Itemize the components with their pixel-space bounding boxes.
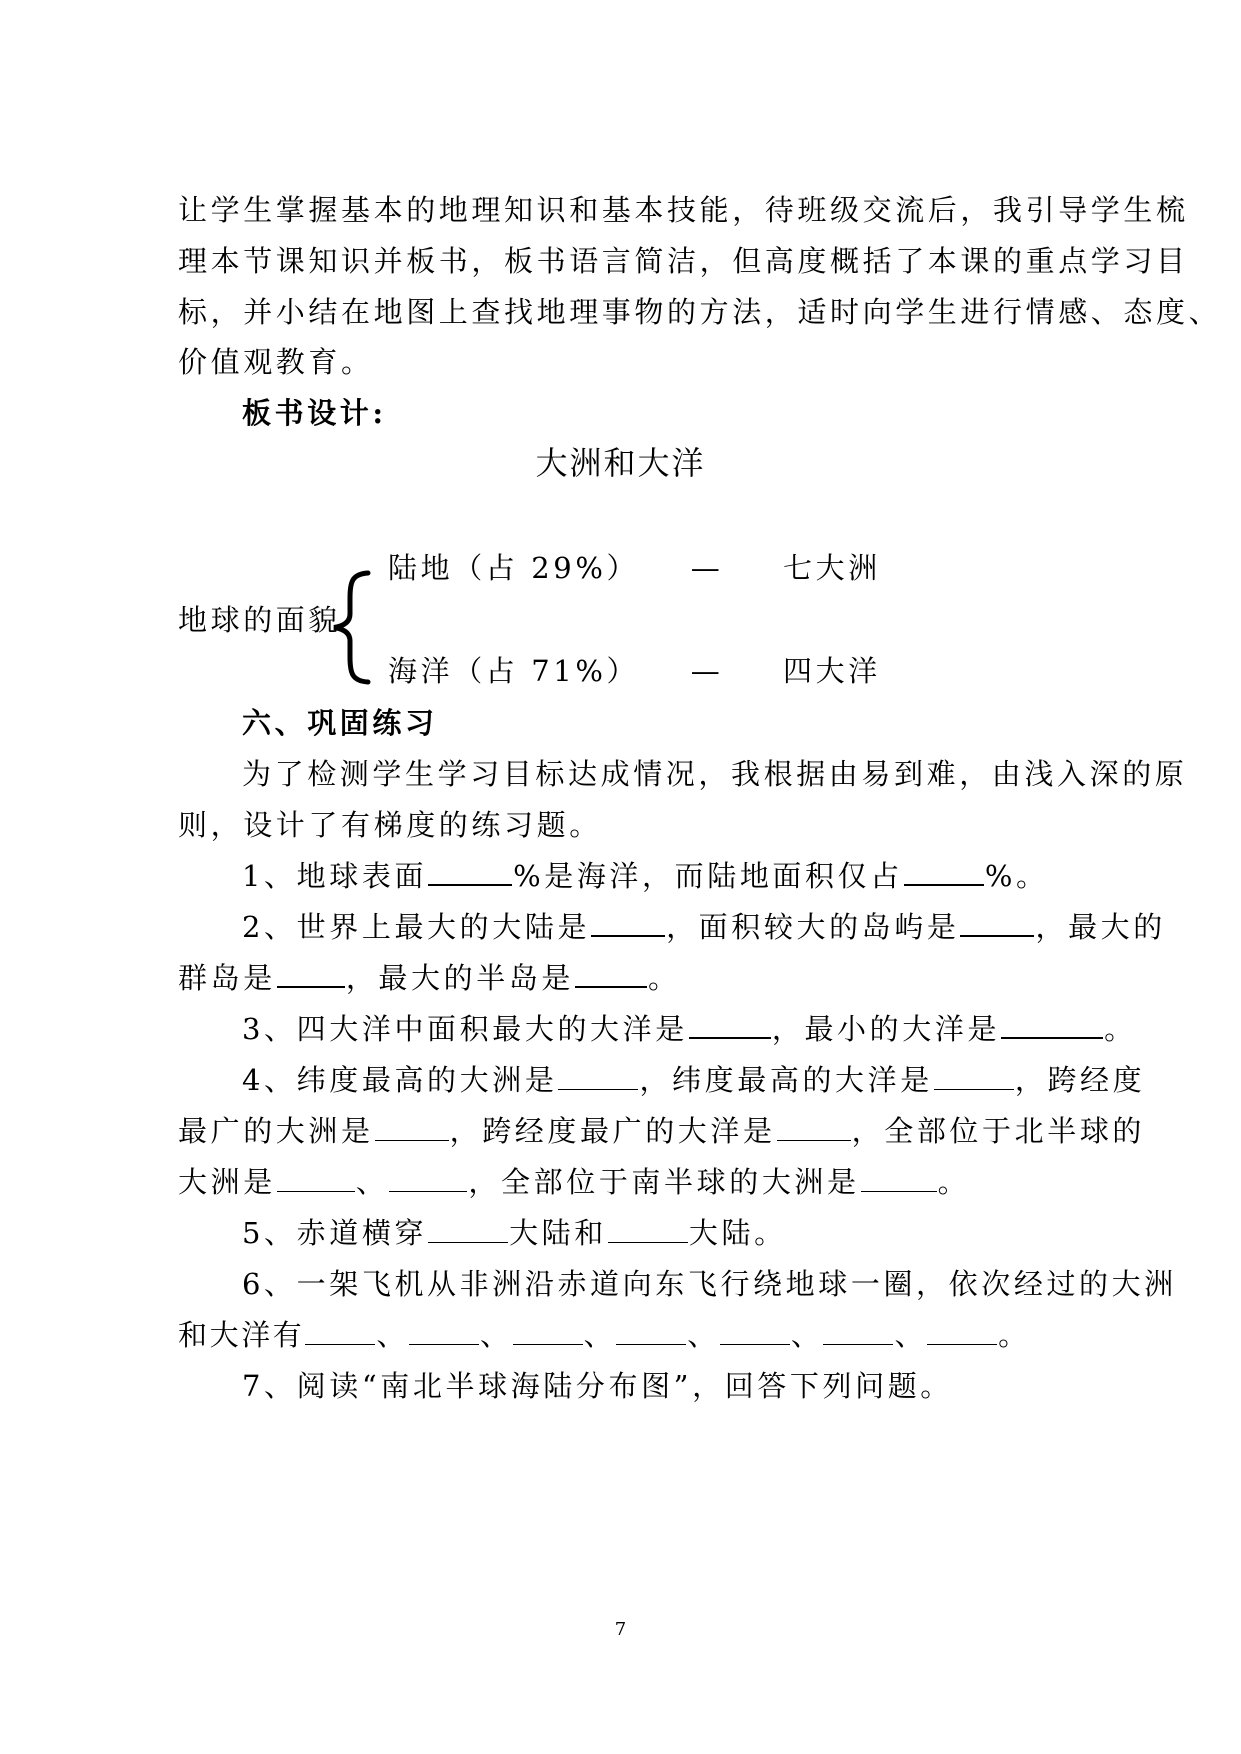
intro-line-2: 理本节课知识并板书，板书语言简洁，但高度概括了本课的重点学习目 [178,244,1189,278]
answer-blank[interactable] [575,958,647,988]
board-ocean-label: 海洋（占 71%） [388,654,640,688]
question-4-line-3 [178,1162,1078,1202]
answer-blank[interactable] [591,907,665,937]
q3-text-a: 3、四大洋中面积最大的大洋是 [242,1012,688,1046]
q2-text-c: ，最大的 [1035,910,1166,944]
answer-blank[interactable] [389,1163,467,1192]
answer-blank[interactable] [777,1112,851,1141]
answer-blank[interactable] [1001,1009,1103,1039]
answer-blank[interactable] [904,856,984,886]
q5-text-a: 5、赤道横穿 [242,1216,428,1250]
q4-text-j: 。 [937,1165,971,1199]
question-6-line-2 [178,1315,1078,1355]
q2-text-d: 群岛是 [178,961,276,995]
q6-text-end: 。 [998,1318,1030,1352]
question-6-line-1: 6、一架飞机从非洲沿赤道向东飞行绕地球一圈，依次经过的大洲 [242,1267,1177,1301]
question-4-line-2 [178,1111,1146,1151]
section-intro-line-2: 则，设计了有梯度的练习题。 [178,808,602,842]
answer-blank[interactable] [513,1316,583,1345]
separator: 、 [583,1318,616,1352]
separator: 、 [894,1318,927,1352]
answer-blank[interactable] [277,1163,355,1192]
intro-line-1: 让学生掌握基本的地理知识和基本技能，待班级交流后，我引导学生梳 [178,193,1189,227]
q4-text-b: ，纬度最高的大洋是 [639,1063,933,1097]
answer-blank[interactable] [861,1163,937,1192]
q3-text-b: ，最小的大洋是 [771,1012,1001,1046]
answer-blank[interactable] [409,1316,479,1345]
left-brace-icon [328,570,378,685]
q2-text-b: ，面积较大的岛屿是 [666,910,960,944]
q4-text-g: 大洲是 [178,1165,276,1199]
answer-blank[interactable] [428,856,512,886]
q1-text-b: %是海洋，而陆地面积仅占 [513,859,903,893]
q4-text-c: ，跨经度 [1014,1063,1146,1097]
q4-text-f: ，全部位于北半球的 [851,1114,1146,1148]
intro-line-3: 标，并小结在地图上查找地理事物的方法，适时向学生进行情感、态度、 [178,295,1222,329]
q5-text-b: 大陆和 [509,1216,607,1250]
q1-text-c: %。 [984,859,1049,893]
question-2-line-1 [242,907,1166,947]
board-land-dash: — [690,551,724,585]
q2-text-a: 2、世界上最大的大陆是 [242,910,591,944]
board-land-result: 七大洲 [783,551,881,585]
answer-blank[interactable] [927,1316,997,1345]
q2-text-e: ，最大的半岛是 [345,961,575,995]
section-heading: 六、巩固练习 [242,706,438,740]
separator: 、 [790,1318,823,1352]
q1-text-a: 1、地球表面 [242,859,428,893]
q5-text-c: 大陆。 [688,1216,787,1250]
answer-blank[interactable] [934,1061,1014,1090]
question-3 [242,1009,1137,1049]
q4-text-d: 最广的大洲是 [178,1114,374,1148]
board-root: 地球的面貌 [178,603,342,637]
question-4-line-1 [242,1060,1146,1100]
separator: 、 [376,1318,409,1352]
section-intro-line-1: 为了检测学生学习目标达成情况，我根据由易到难，由浅入深的原 [242,757,1188,791]
board-land-label: 陆地（占 29%） [388,551,640,585]
answer-blank[interactable] [689,1009,771,1039]
question-7: 7、阅读“南北半球海陆分布图”，回答下列问题。 [242,1369,953,1403]
answer-blank[interactable] [608,1214,688,1243]
separator: 、 [687,1318,719,1352]
board-ocean-row [388,651,888,691]
answer-blank[interactable] [305,1316,375,1345]
answer-blank[interactable] [960,907,1034,937]
question-1 [242,856,1078,896]
answer-blank[interactable] [428,1214,508,1243]
page-number: 7 [614,1619,627,1640]
q2-text-f: 。 [648,961,681,995]
answer-blank[interactable] [375,1112,449,1141]
board-land-row [388,548,888,588]
intro-line-4: 价值观教育。 [178,345,374,379]
answer-blank[interactable] [616,1316,686,1345]
answer-blank[interactable] [277,958,345,988]
q4-text-a: 4、纬度最高的大洲是 [242,1063,558,1097]
board-ocean-result: 四大洋 [783,654,881,688]
q4-text-i: ，全部位于南半球的大洲是 [468,1165,860,1199]
board-title: 大洲和大洋 [535,444,706,482]
q6-text-b: 和大洋有 [178,1318,305,1352]
board-ocean-dash: — [690,654,724,688]
question-2-line-2 [178,958,1078,998]
question-5 [242,1213,1078,1253]
answer-blank[interactable] [558,1061,638,1090]
q4-text-h: 、 [355,1165,389,1199]
answer-blank[interactable] [823,1316,893,1345]
separator: 、 [480,1318,512,1352]
q3-text-c: 。 [1104,1012,1137,1046]
board-heading: 板书设计: [242,396,387,430]
answer-blank[interactable] [720,1316,790,1345]
q4-text-e: ，跨经度最广的大洋是 [449,1114,776,1148]
